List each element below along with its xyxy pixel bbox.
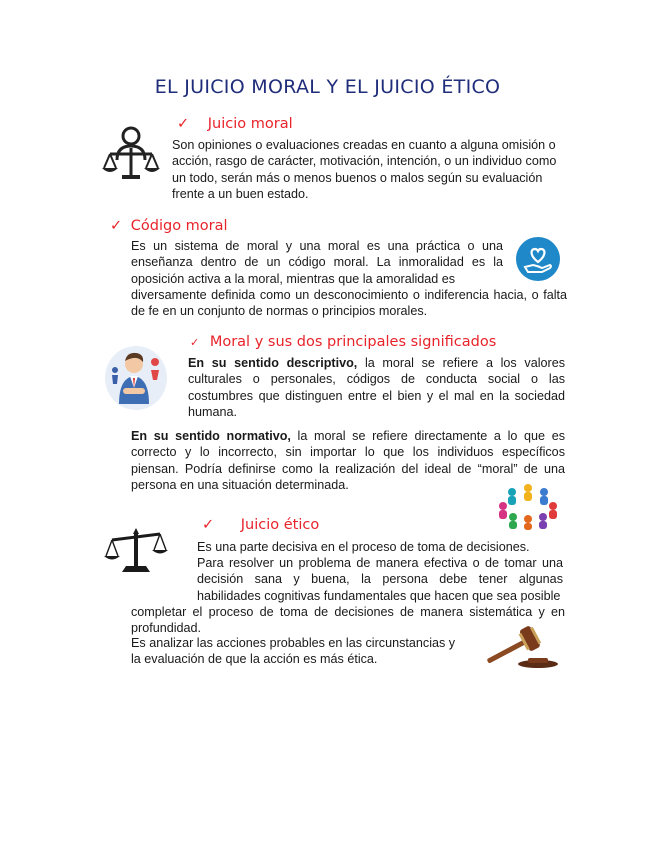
checkmark-icon: ✓ bbox=[177, 116, 190, 132]
juicio-moral-text: Son opiniones o evaluaciones creadas en cuanto a alguna omisión o acción, rasgo de carácter, motivación, intención, o un individuo como un todo, serán más o menos buenos o malos según su evaluación frente a un buen estado. bbox=[172, 138, 557, 202]
checkmark-icon: ✓ bbox=[110, 218, 123, 234]
codigo-moral-heading: ✓ Código moral bbox=[110, 218, 228, 234]
juicio-etico-para2-top: Para resolver un problema de manera efectiva o de tomar una decisión sana y buena, la persona debe tener algunas habilidades cognitivas fundamentales que hacen que sea posible bbox=[197, 556, 563, 603]
checkmark-icon: ✓ bbox=[202, 517, 215, 533]
codigo-moral-text-bottom: diversamente definida como un desconocimiento o indiferencia hacia, o falta de fe en un conjunto de normas o principios morales. bbox=[131, 288, 567, 319]
page-title: EL JUICIO MORAL Y EL JUICIO ÉTICO bbox=[154, 76, 501, 98]
codigo-moral-text-top: Es un sistema de moral y una moral es una práctica o una enseñanza dentro de un código moral. La inmoralidad es la oposición activa a la moral, mientras que la amoralidad es bbox=[131, 239, 503, 286]
balance-scale-icon bbox=[104, 526, 168, 574]
heart-in-hand-icon bbox=[516, 237, 560, 281]
businessman-illustration-icon bbox=[103, 342, 169, 412]
juicio-etico-heading: ✓ Juicio ético bbox=[202, 517, 320, 533]
person-with-scales-icon bbox=[98, 124, 164, 182]
juicio-etico-para3-line1: Es analizar las acciones probables en las circunstancias y bbox=[131, 636, 456, 650]
juicio-etico-line1: Es una parte decisiva en el proceso de toma de decisiones. bbox=[197, 540, 530, 554]
juicio-etico-para3-line2: la evaluación de que la acción es más ética. bbox=[131, 652, 378, 666]
checkmark-icon: ✓ bbox=[190, 336, 200, 349]
juicio-moral-heading: ✓ Juicio moral bbox=[177, 116, 293, 132]
gavel-icon bbox=[478, 626, 562, 670]
moral-significados-heading: ✓ Moral y sus dos principales significados bbox=[190, 334, 497, 350]
sentido-normativo-paragraph: En su sentido normativo, la moral se refiere directamente a lo que es correcto y lo incorrecto, sin importar lo que los individuos específicos piensan. Podría definirse como la realización del ideal de “moral” de una persona en una situación determinada. bbox=[131, 429, 565, 493]
juicio-etico-para2-bottom: completar el proceso de toma de decisiones de manera sistemática y en profundidad. bbox=[131, 605, 565, 636]
sentido-descriptivo-paragraph: En su sentido descriptivo, la moral se refiere a los valores culturales o personales, códigos de conducta social o las costumbres que distinguen entre el bien y el mal en la sociedad humana. bbox=[188, 356, 565, 420]
people-circle-icon bbox=[497, 482, 559, 530]
